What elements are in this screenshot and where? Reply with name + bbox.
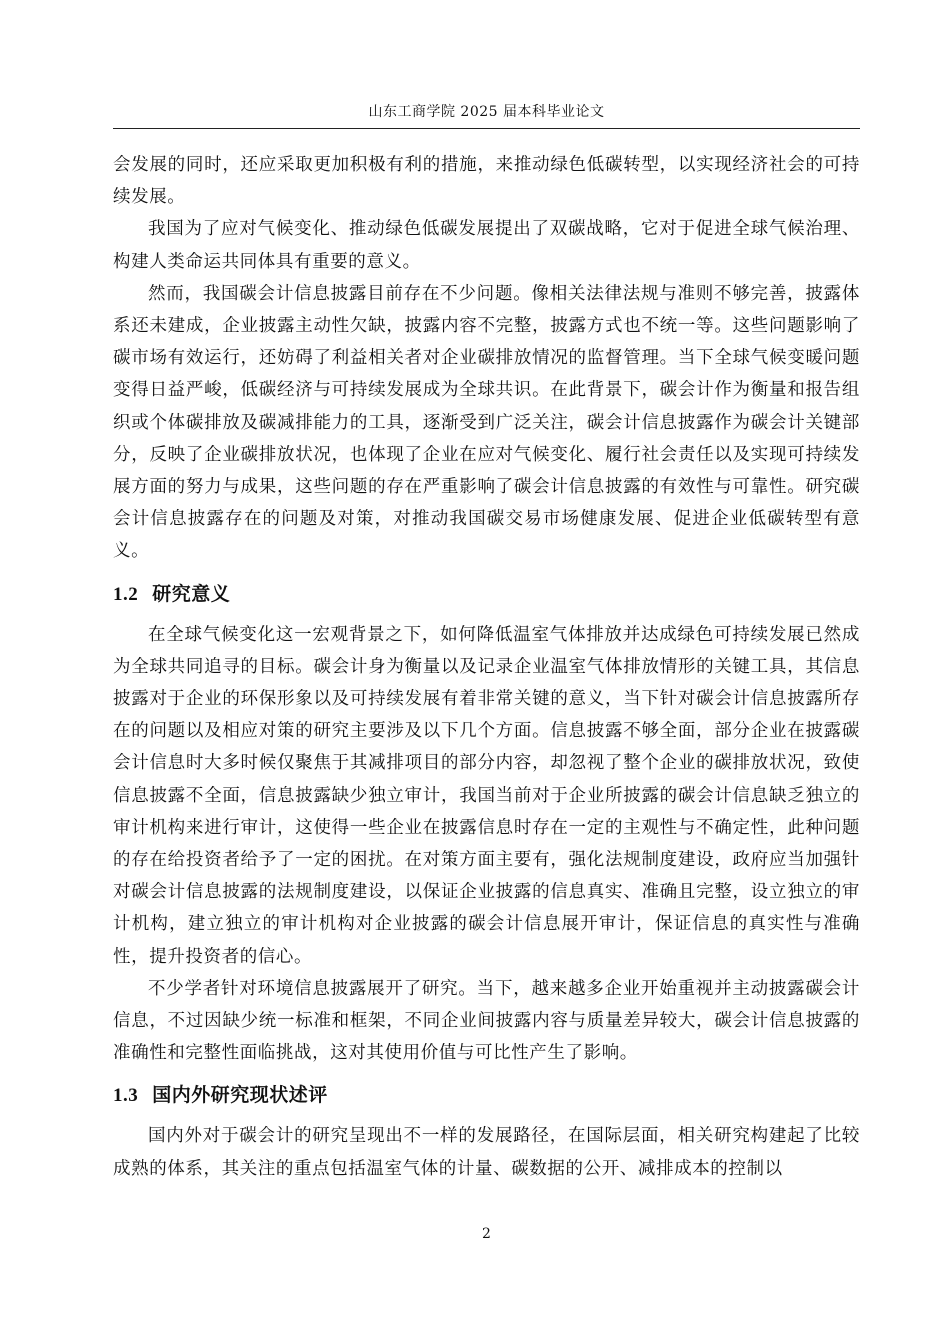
section-heading-1-3 [113,1075,860,1116]
paragraph-disclosure-problems: 然而，我国碳会计信息披露目前存在不少问题。像相关法律法规与准则不够完善，披露体系还未建成，企业披露主动性欠缺，披露内容不完整，披露方式也不统一等。这些问题影响了碳市场有效运行，还妨碍了利益相关者对企业碳排放情况的监督管理。当下全球气候变暖问题变得日益严峻，低碳经济与可持续发展成为全球共识。在此背景下，碳会计作为衡量和报告组织或个体碳排放及碳减排能力的工具，逐渐受到广泛关注，碳会计信息披露作为碳会计关键部分，反映了企业碳排放状况，也体现了企业在应对气候变化、履行社会责任以及实现可持续发展方面的努力与成果，这些问题的存在严重影响了碳会计信息披露的有效性与可靠性。研究碳会计信息披露存在的问题及对策，对推动我国碳交易市场健康发展、促进企业低碳转型有意义。 [113,283,860,562]
page-number: 2 [482,1226,491,1242]
paragraph-dual-carbon: 我国为了应对气候变化、推动绿色低碳发展提出了双碳战略，它对于促进全球气候治理、构建人类命运共同体具有重要的意义。 [113,219,860,272]
paragraph-research-review: 国内外对于碳会计的研究呈现出不一样的发展路径，在国际层面，相关研究构建起了比较成熟的体系，其关注的重点包括温室气体的计量、碳数据的公开、减排成本的控制以 [113,1126,860,1179]
section-title: 国内外研究现状述评 [152,1084,328,1107]
section-number: 1.2 [113,583,139,605]
page-header: 山东工商学院 2025 届本科毕业论文 [368,104,605,120]
section-number: 1.3 [113,1085,139,1107]
section-heading-1-2 [113,574,860,615]
paragraph-scholars: 不少学者针对环境信息披露展开了研究。当下，越来越多企业开始重视并主动披露碳会计信息，不过因缺少统一标准和框架，不同企业间披露内容与质量差异较大，碳会计信息披露的准确性和完整性面临挑战，这对其使用价值与可比性产生了影响。 [113,978,860,1064]
section-title: 研究意义 [152,582,231,605]
continuation-paragraph: 会发展的同时，还应采取更加积极有利的措施，来推动绿色低碳转型，以实现经济社会的可持续发展。 [113,155,860,208]
header-rule [113,128,860,129]
page-content [113,149,860,1185]
paragraph-significance: 在全球气候变化这一宏观背景之下，如何降低温室气体排放并达成绿色可持续发展已然成为全球共同追寻的目标。碳会计身为衡量以及记录企业温室气体排放情形的关键工具，其信息披露对于企业的环保形象以及可持续发展有着非常关键的意义，当下针对碳会计信息披露所存在的问题以及相应对策的研究主要涉及以下几个方面。信息披露不够全面，部分企业在披露碳会计信息时大多时候仅聚焦于其减排项目的部分内容，却忽视了整个企业的碳排放状况，致使信息披露不全面，信息披露缺少独立审计，我国当前对于企业所披露的碳会计信息缺乏独立的审计机构来进行审计，这使得一些企业在披露信息时存在一定的主观性与不确定性，此种问题的存在给投资者给予了一定的困扰。在对策方面主要有，强化法规制度建设，政府应当加强针对碳会计信息披露的法规制度建设，以保证企业披露的信息真实、准确且完整，设立独立的审计机构，建立独立的审计机构对企业披露的碳会计信息展开审计，保证信息的真实性与准确性，提升投资者的信心。 [113,624,860,967]
